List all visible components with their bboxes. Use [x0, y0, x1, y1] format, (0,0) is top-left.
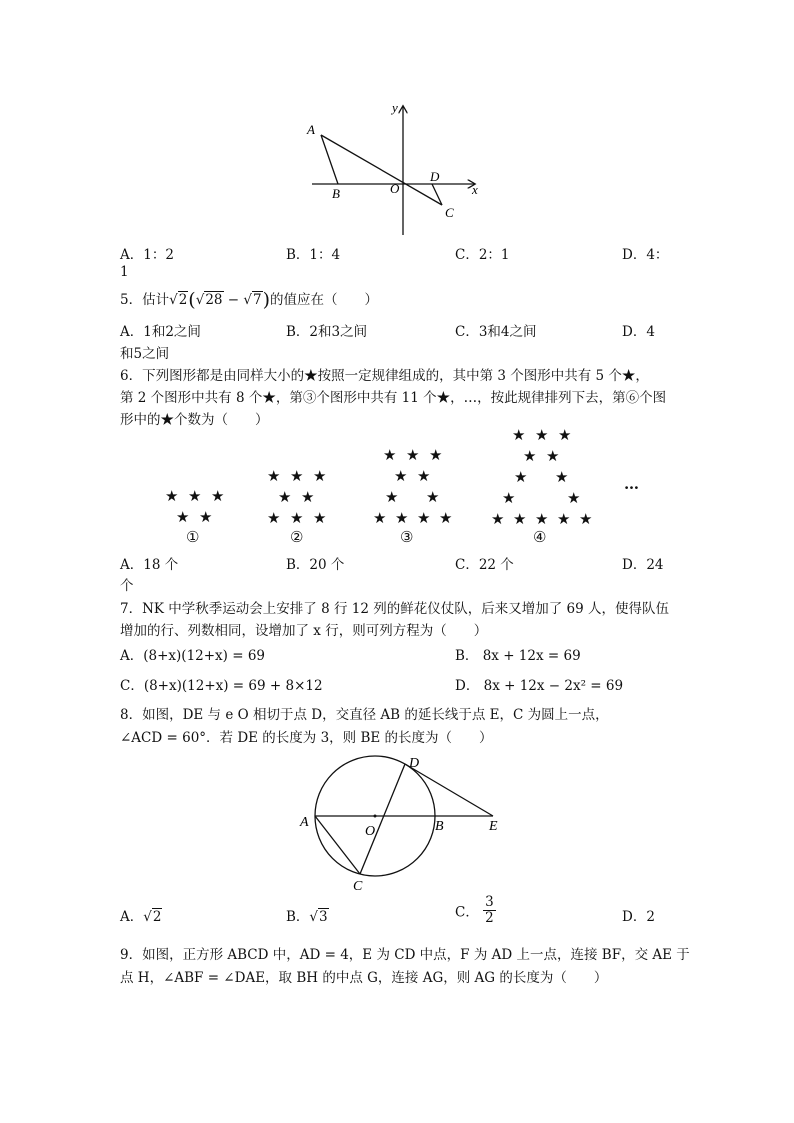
q4-option-a: A．1：2 — [120, 247, 174, 263]
q8-option-d: D．2 — [622, 909, 655, 925]
sqrt-7: √7 — [243, 292, 262, 308]
sqrt-symbol: √2 — [143, 909, 162, 925]
sqrt-2: √2 — [169, 292, 188, 308]
q8-stem-line2: ∠ACD = 60°．若 DE 的长度为 3，则 BE 的长度为（ ） — [120, 730, 493, 746]
label-B: B — [332, 186, 340, 201]
figure-label-2: ② — [290, 528, 304, 546]
star: ★ — [417, 467, 431, 485]
star: ★ — [313, 509, 327, 527]
q5-option-d-wrap: 和5之间 — [120, 346, 170, 362]
q4-option-d: D．4： — [622, 247, 669, 263]
q6-stem-line3: 形中的★个数为（ ） — [120, 412, 269, 428]
q5-option-c: C．3和4之间 — [455, 324, 537, 340]
q4-option-d-wrap: 1 — [120, 264, 129, 280]
star: ★ — [373, 509, 387, 527]
star: ★ — [426, 488, 440, 506]
label-O: O — [390, 181, 400, 196]
star: ★ — [514, 468, 528, 486]
center-dot — [374, 815, 377, 818]
label-B: B — [435, 819, 444, 834]
q7-stem-line1: 7．NK 中学秋季运动会上安排了 8 行 12 列的鲜花仪仗队，后来又增加了 69 人，使得队伍 — [120, 601, 669, 617]
segment-AB — [321, 135, 338, 184]
star: ★ — [290, 509, 304, 527]
q6-stem-line2: 第 2 个图形中共有 8 个★，第③个图形中共有 11 个★，…，按此规律排列下去，第⑥个图 — [120, 390, 667, 406]
sqrt-symbol: √3 — [309, 909, 328, 925]
star: ★ — [555, 468, 569, 486]
figure-label-1: ① — [186, 528, 200, 546]
q6-option-d-wrap: 个 — [120, 578, 134, 594]
star: ★ — [313, 467, 327, 485]
star: ★ — [502, 489, 516, 507]
q6-option-c: C．22 个 — [455, 557, 514, 573]
q6-option-d: D．24 — [622, 557, 664, 573]
q8-circle-figure — [295, 750, 515, 895]
tangent-DE — [405, 764, 493, 816]
q4-coordinate-figure — [300, 95, 500, 240]
q7-option-d: D． 8x + 12x − 2x² = 69 — [455, 678, 624, 694]
label-O: O — [365, 824, 376, 839]
label-x: x — [472, 182, 478, 197]
q7-option-a: A．(8+x)(12+x) = 69 — [120, 648, 266, 664]
star: ★ — [267, 509, 281, 527]
q5-suffix: 的值应在（ ） — [270, 292, 379, 308]
ellipsis: … — [624, 475, 639, 493]
q6-option-a: A．18 个 — [120, 557, 179, 573]
q8-option-c: C． $\frac{3}{2}$ — [455, 894, 494, 926]
star-patterns-figure — [150, 420, 650, 550]
star: ★ — [417, 509, 431, 527]
star: ★ — [383, 446, 397, 464]
chord-CD — [360, 764, 405, 874]
star: ★ — [199, 508, 213, 526]
q6-stem-line1: 6．下列图形都是由同样大小的★按照一定规律组成的，其中第 3 个图形中共有 5 个★， — [120, 368, 649, 384]
star: ★ — [176, 508, 190, 526]
q8-option-b: B．√3 — [286, 909, 328, 925]
star: ★ — [385, 488, 399, 506]
label-D: D — [409, 756, 420, 771]
star: ★ — [557, 510, 571, 528]
label-A: A — [300, 815, 309, 830]
q9-stem-line2: 点 H，∠ABF = ∠DAE，取 BH 的中点 G，连接 AG，则 AG 的长度为（ ） — [120, 970, 608, 986]
q8-stem-line1: 8．如图，DE 与 e O 相切于点 D，交直径 AB 的延长线于点 E，C 为圆上一点， — [120, 707, 609, 723]
star: ★ — [406, 446, 420, 464]
star: ★ — [211, 487, 225, 505]
star: ★ — [512, 426, 526, 444]
fraction: $\frac{3}{2}$ — [485, 894, 494, 926]
label-C: C — [445, 205, 454, 220]
star: ★ — [513, 510, 527, 528]
q5-option-d: D．4 — [622, 324, 655, 340]
star: ★ — [188, 487, 202, 505]
q9-stem-line1: 9．如图，正方形 ABCD 中，AD = 4，E 为 CD 中点，F 为 AD 上一点，连接 BF，交 AE 于 — [120, 947, 690, 963]
star: ★ — [301, 488, 315, 506]
q5-stem: 5．估计√2(√28 − √7)的值应在（ ） — [120, 289, 379, 311]
star: ★ — [558, 426, 572, 444]
star: ★ — [429, 446, 443, 464]
q7-option-c: C．(8+x)(12+x) = 69 + 8×12 — [120, 678, 323, 694]
label-C: C — [353, 879, 363, 894]
q4-option-b: B．1：4 — [286, 247, 341, 263]
star: ★ — [439, 509, 453, 527]
q5-prefix: 5．估计 — [120, 292, 170, 308]
q5-option-a: A．1和2之间 — [120, 324, 201, 340]
q7-option-b: B． 8x + 12x = 69 — [455, 648, 581, 664]
label-A: A — [307, 122, 315, 137]
label-D: D — [430, 169, 440, 184]
star: ★ — [290, 467, 304, 485]
q5-option-b: B．2和3之间 — [286, 324, 368, 340]
star: ★ — [491, 510, 505, 528]
sqrt-28: √28 — [195, 292, 223, 308]
star: ★ — [567, 489, 581, 507]
star: ★ — [165, 487, 179, 505]
star: ★ — [395, 509, 409, 527]
q4-option-c: C．2：1 — [455, 247, 510, 263]
figure-label-3: ③ — [400, 528, 414, 546]
figure-label-4: ④ — [533, 528, 547, 546]
q8-option-a: A．√2 — [120, 909, 162, 925]
star: ★ — [535, 426, 549, 444]
star: ★ — [546, 447, 560, 465]
star: ★ — [535, 510, 549, 528]
star: ★ — [394, 467, 408, 485]
label-y: y — [392, 100, 398, 115]
q7-stem-line2: 增加的行、列数相同，设增加了 x 行，则可列方程为（ ） — [120, 623, 488, 639]
star: ★ — [267, 467, 281, 485]
star: ★ — [523, 447, 537, 465]
star: ★ — [579, 510, 593, 528]
q6-option-b: B．20 个 — [286, 557, 345, 573]
star: ★ — [278, 488, 292, 506]
label-E: E — [489, 819, 498, 834]
